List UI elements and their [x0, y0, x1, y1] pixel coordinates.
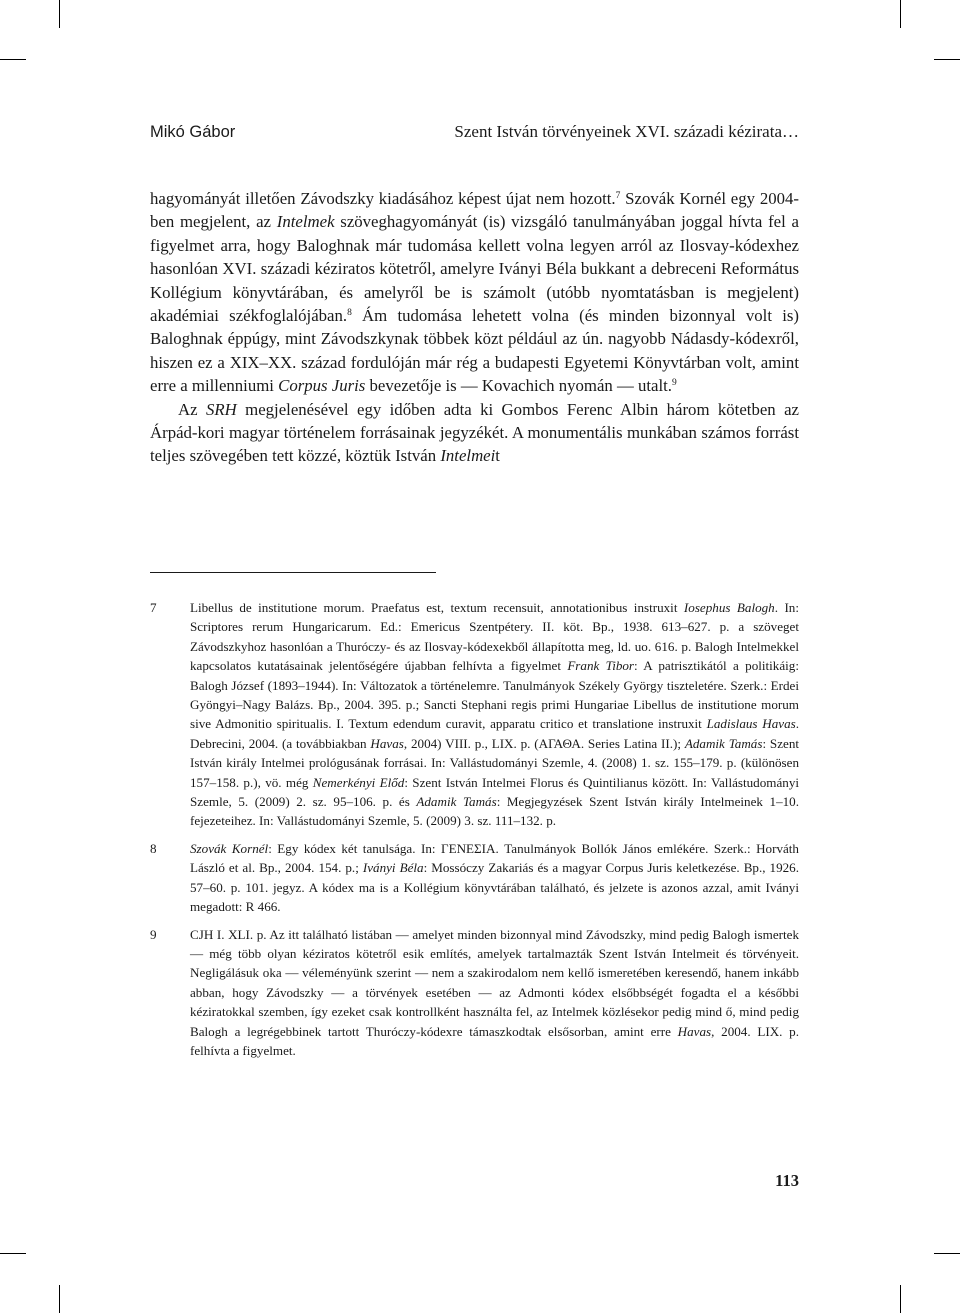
footnote-text: Szovák Kornél: Egy kódex két tanulsága. In: ΓΕΝΕΣΙΑ. Tanulmányok Bollók János emlékére. Szerk.: Horváth László et al. Bp., 2004. 154. p.; Iványi Béla: Mossóczy Zakariás és a magyar Corpus Juris keletkezése. Bp., 1926. 57–60. p. 101. jegyz. A kódex ma is a Kollégium könyvtárában található, és jelzete is azonos azzal, amit Iványi megadott: R 466. [190, 840, 800, 915]
paragraph-1 [150, 187, 799, 398]
crop-mark-left-top [0, 59, 26, 60]
crop-mark-right-top [934, 59, 960, 60]
paragraph-2 [150, 398, 799, 468]
footnote-text: Libellus de institutione morum. Praefatus est, textum recensuit, annotationibus instruxit Iosephus Balogh. In: Scriptores rerum Hungaricarum. Ed.: Emericus Szentpétery. II. köt. Bp., 1938. 613–627. p. a szöveget Závodszkyhoz hasonlóan a Thuróczy- és az Ilosvay-kódexekből állapította meg, ld. uo. 616. p. Balogh Intelmekkel kapcsolatos kutatásainak jelentőségére újabban felhívta a figyelmet Frank Tibor: A patrisztikától a politikáig: Balogh József (1893–1944). In: Változatok a történelemre. Tanulmányok Székely György tiszteletére. Szerk.: Erdei Gyöngyi–Nagy Balázs. Bp., 2004. 395. p.; Sancti Stephani regis primi Hungariae Libellus de institutione morum sive Admonitio spiritualis. I. Textum edendum curavit, apparatu critico et translatione instruxit Ladislaus Havas. Debrecini, 2004. (a továbbiakban Havas, 2004) VIII. p., LIX. p. (ΑΓΑΘΑ. Series Latina II.); Adamik Tamás: Szent István király Intelmei prológusának forrásai. In: Vallástudományi Szemle, 4. (2008) 1. sz. 155–179. p. (különösen 157–158. p.), vö. még Nemerkényi Előd: Szent István Intelmei Florus és Quintilianus között. In: Vallástudományi Szemle, 5. (2009) 2. sz. 95–106. p. és Adamik Tamás: Megjegyzések Szent István király Intelmeinek 1–10. fejezeteihez. In: Vallástudományi Szemle, 5. (2009) 3. sz. 111–132. p. [190, 600, 800, 829]
crop-mark-left-bottom [0, 1253, 26, 1254]
crop-mark-bottom-right [900, 1285, 901, 1313]
text-run: Szovák Kornél egy 2004-ben megjelent, az [150, 189, 799, 232]
footnote-separator [150, 572, 436, 573]
running-head [150, 121, 799, 143]
footnote-ref-8[interactable]: 8 [347, 308, 352, 319]
text-run: Ám tudomása lehetett volna (és minden bizonnyal volt is) Baloghnak éppúgy, mint Závodszkynak többek közt például az ún. nagyobb Nádasdy-kódexről, hiszen ez a XIX–XX. század fordulóján már rég a budapesti Egyetemi Könyvtárban volt, amint erre a millenniumi [150, 306, 799, 396]
page-number: 113 [775, 1171, 799, 1190]
crop-mark-top-left [59, 0, 60, 28]
running-head-title: Szent István törvényeinek XVI. századi kézirata… [454, 122, 799, 141]
running-head-author: Mikó Gábor [150, 123, 236, 141]
italic-term: SRH [205, 399, 237, 419]
footnote-ref-9[interactable]: 9 [671, 378, 677, 389]
italic-term: Intelmek [276, 212, 335, 232]
crop-mark-bottom-left [59, 1285, 60, 1313]
footnote-number: 8 [150, 840, 157, 856]
main-text [150, 187, 799, 468]
footnote-8 [150, 839, 799, 917]
footnote-text: CJH I. XLI. p. Az itt található listában — amelyet minden bizonnyal mind Závodszky, mind pedig Balogh ismertek — még több olyan kéziratos kötetről esik említés, amelyek tartalmazták Szent István Intelmeit és törvényeit. Negligálásuk oka — véleményünk szerint — nem a szakirodalom nem kellő ismeretében keresendő, hanem inkább abban, hogy Závodszky — a törvények esetében — az Admonti kódex elsőbbségét fogadta el a későbbi kéziratokkal szemben, így ezeket csak kontrollként használta fel, az Intelmek közlésekor pedig mind ő, mind pedig Balogh a legrégebbinek tartott Thuróczy-kódexre támaszkodtak elsősorban, amint erre Havas, 2004. LIX. p. felhívta a figyelmet. [190, 926, 799, 1058]
footnote-ref-7[interactable]: 7 [615, 191, 621, 201]
footnotes [150, 598, 799, 1068]
text-run: szöveghagyományát (is) vizsgáló tanulmányában joggal hívta fel a figyelmet arra, hogy Baloghnak már tudomása kellett volna legyen arról az Ilosvay-kódexhez hasonlóan XVI. századi kéziratos kötetről, amelyre Iványi Béla bukkant a debreceni Református Kollégium könyvtárában, és amelyről be is számolt (utóbb nyomtatásban is megjelent) akadémiai székfoglalójában. [150, 212, 799, 326]
text-run: t [495, 446, 500, 466]
footnote-number: 9 [150, 926, 157, 942]
text-run: megjelenésével egy időben adta ki Gombos Ferenc Albin három kötetben az Árpád-kori magyar történelem forrásainak jegyzékét. A monumentális munkában számos forrást teljes szövegében tett közzé, köztük István [150, 399, 799, 466]
italic-term: Corpus Juris [278, 376, 366, 396]
footnote-7 [150, 598, 799, 831]
footnote-9 [150, 925, 799, 1061]
text-run: hagyományát illetően Závodszky kiadásához képest újat nem hozott. [150, 189, 616, 208]
text-run: Az [178, 399, 206, 419]
footnote-number: 7 [150, 600, 157, 615]
crop-mark-right-bottom [934, 1253, 960, 1254]
italic-term: Intelmei [440, 446, 496, 466]
crop-mark-top-right [900, 0, 901, 28]
text-run: bevezetője is — Kovachich nyomán — utalt. [365, 376, 672, 396]
